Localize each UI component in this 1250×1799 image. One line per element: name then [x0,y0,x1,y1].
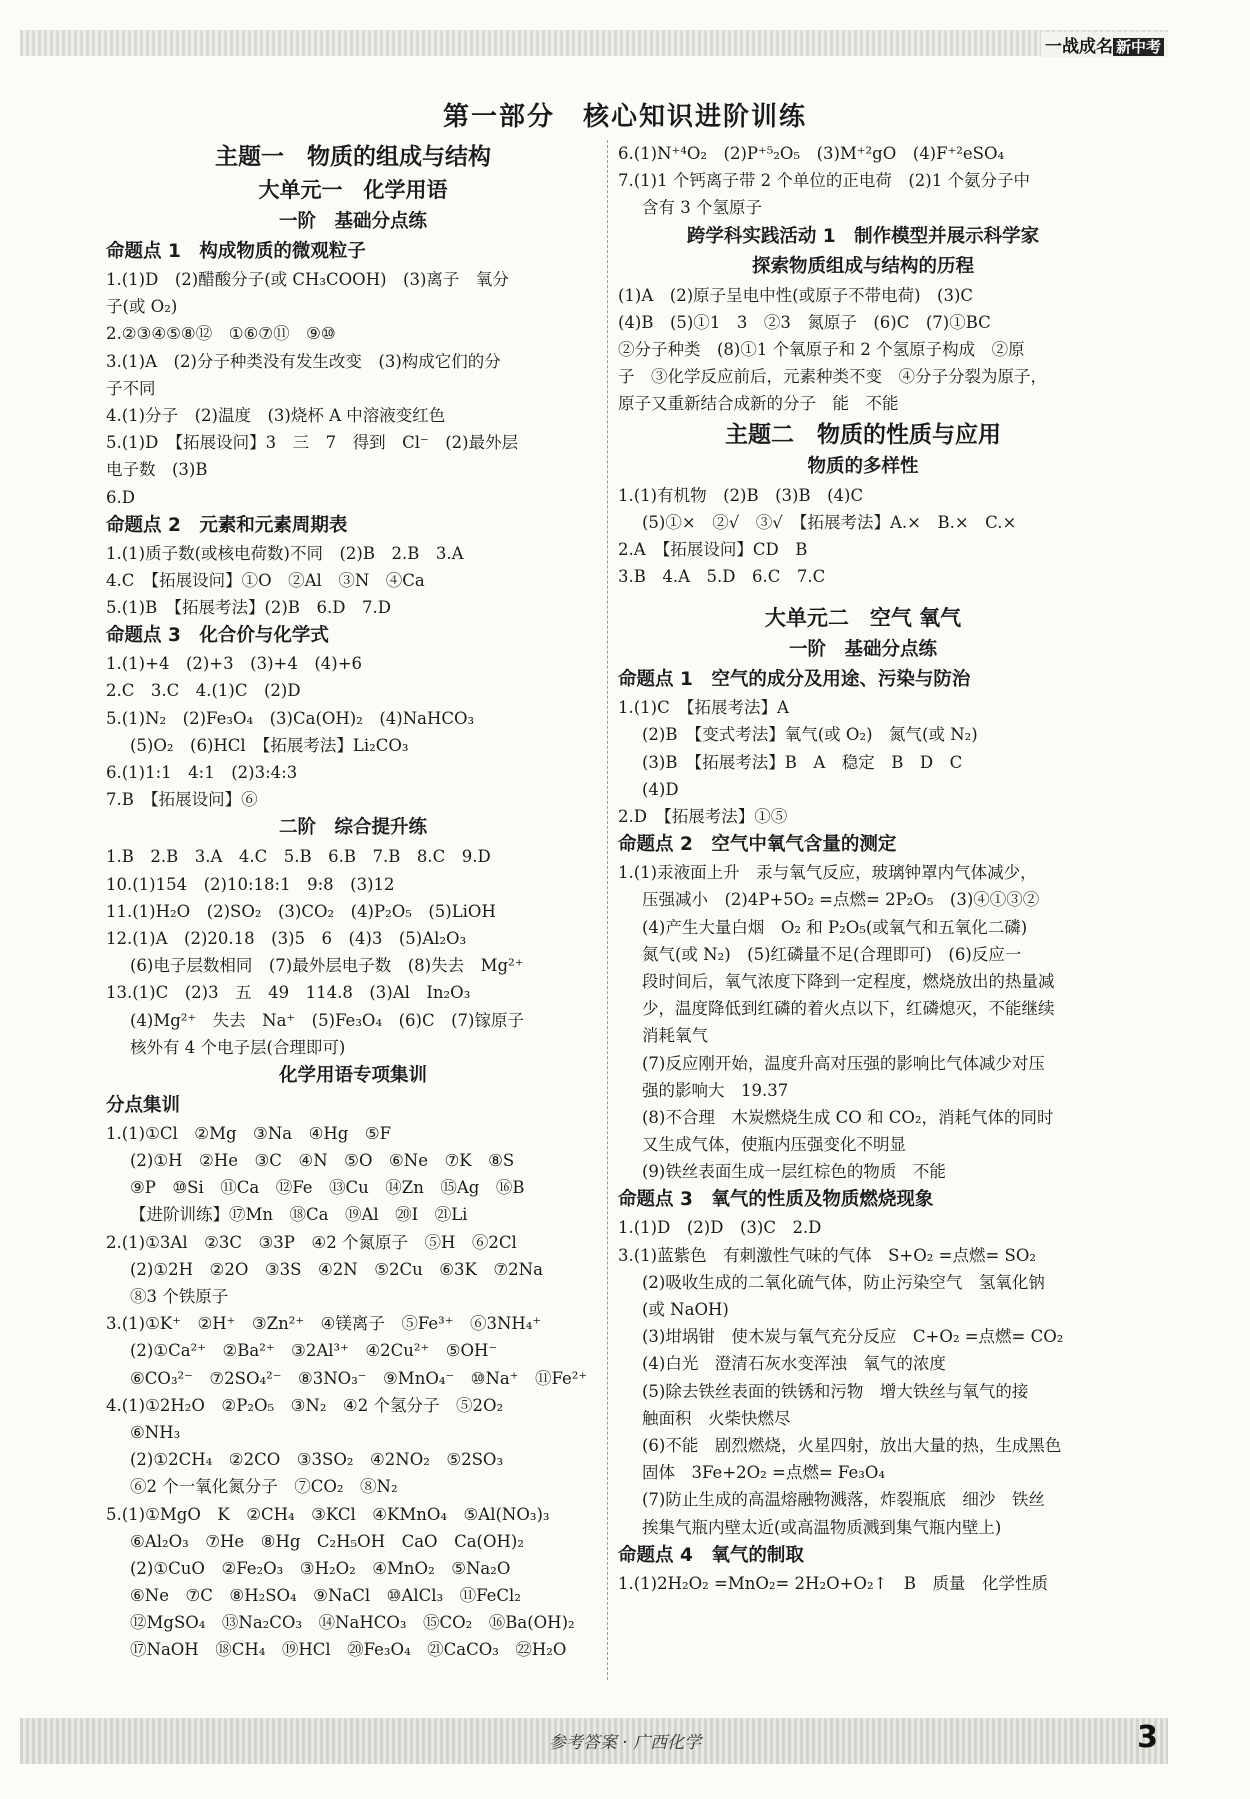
answer-line: (4)白光 澄清石灰水变浑浊 氧气的浓度 [642,1354,946,1374]
answer-line: (2)①Ca²⁺ ②Ba²⁺ ③2Al³⁺ ④2Cu²⁺ ⑤OH⁻ [130,1341,498,1361]
brand-name: 一战成名 [1044,37,1113,57]
answer-line: 消耗氧气 [642,1026,708,1046]
answer-line: (6)电子层数相同 (7)最外层电子数 (8)失去 Mg²⁺ [130,956,524,976]
answer-line: 1.(1)C 【拓展考法】A [618,698,789,718]
answer-line: 挨集气瓶内壁太近(或高温物质溅到集气瓶内壁上) [642,1517,1002,1537]
answer-line: 1.(1)质子数(或核电荷数)不同 (2)B 2.B 3.A [106,543,464,563]
subsection-heading: 命题点 2 空气中氧气含量的测定 [618,834,897,856]
answer-line: 1.(1)①Cl ②Mg ③Na ④Hg ⑤F [106,1123,392,1143]
answer-line: 1.(1)有机物 (2)B (3)B (4)C [618,485,864,505]
answer-line: 7.B 【拓展设问】⑥ [106,790,258,810]
answer-line: 电子数 (3)B [106,460,208,480]
answer-line: ⑨P ⑩Si ⑪Ca ⑫Fe ⑬Cu ⑭Zn ⑮Ag ⑯B [130,1178,525,1198]
answer-line: 2.C 3.C 4.(1)C (2)D [106,681,301,701]
answer-line: 少，温度降低到红磷的着火点以下，红磷熄灭，不能继续 [642,999,1055,1019]
answer-line: 6.(1)N⁺⁴O₂ (2)P⁺⁵₂O₅ (3)M⁺²gO (4)F⁺²eSO₄ [618,144,1005,163]
answer-line: 氮气(或 N₂) (5)红磷量不足(合理即可) (6)反应一 [642,944,1022,964]
subsection-heading: 分点集训 [106,1094,181,1116]
answer-line: 1.(1)D (2)D (3)C 2.D [618,1218,822,1238]
subsection-heading: 命题点 1 构成物质的微观粒子 [106,241,366,262]
section-heading: 探索物质组成与结构的历程 [751,255,974,277]
answer-line: ②分子种类 (8)①1 个氧原子和 2 个氢原子构成 ②原 [618,339,1025,359]
answer-line: 5.(1)B 【拓展考法】(2)B 6.D 7.D [106,598,391,618]
answer-line: 核外有 4 个电子层(合理即可) [130,1037,346,1057]
column-divider [607,140,608,1680]
answer-line: (2)①2H ②2O ③3S ④2N ⑤2Cu ⑥3K ⑦2Na [130,1259,543,1279]
answer-line: 子(或 O₂) [106,297,178,317]
answer-line: 2.(1)①3Al ②3C ③3P ④2 个氮原子 ⑤H ⑥2Cl [106,1232,517,1252]
answer-line: ⑧3 个铁原子 [130,1287,229,1306]
answer-line: ⑥CO₃²⁻ ⑦2SO₄²⁻ ⑧3NO₃⁻ ⑨MnO₄⁻ ⑩Na⁺ ⑪Fe²⁺ [130,1368,588,1388]
answer-line: ⑫MgSO₄ ⑬Na₂CO₃ ⑭NaHCO₃ ⑮CO₂ ⑯Ba(OH)₂ [130,1613,575,1633]
answer-line: (5)O₂ (6)HCl 【拓展考法】Li₂CO₃ [130,735,409,755]
answer-line: 子不同 [106,378,156,398]
section-heading: 物质的多样性 [807,455,919,477]
page-number: 3 [1137,1720,1158,1755]
answer-line: (5)①× ②√ ③√ 【拓展考法】A.× B.× C.× [642,512,1017,532]
section-heading: 一阶 基础分点练 [278,211,427,232]
unit-heading: 大单元二 空气 氧气 [764,606,962,631]
unit-heading: 大单元一 化学用语 [258,178,448,202]
answer-line: (2)吸收生成的二氧化硫气体，防止污染空气 氢氧化钠 [642,1272,1045,1292]
answer-line: 触面积 火柴快燃尽 [642,1408,791,1428]
answer-line: (3)B 【拓展考法】B A 稳定 B D C [642,752,963,772]
answer-line: 强的影响大 19.37 [642,1080,789,1100]
answer-line: 又生成气体，使瓶内压强变化不明显 [642,1135,906,1155]
subsection-heading: 命题点 3 化合价与化学式 [106,625,329,647]
answer-line: ⑥2 个一氧化氮分子 ⑦CO₂ ⑧N₂ [130,1477,398,1497]
answer-line: 3.(1)A (2)分子种类没有发生改变 (3)构成它们的分 [106,351,501,371]
footer-text: 参考答案 · 广西化学 [548,1733,702,1753]
answer-line: 10.(1)154 (2)10:18:1 9:8 (3)12 [106,874,395,894]
answer-line: ⑥Ne ⑦C ⑧H₂SO₄ ⑨NaCl ⑩AlCl₃ ⑪FeCl₂ [130,1586,521,1606]
answer-line: 4.(1)①2H₂O ②P₂O₅ ③N₂ ④2 个氢分子 ⑤2O₂ [106,1395,504,1415]
answer-line: 2.D 【拓展考法】①⑤ [618,807,788,826]
answer-line: 1.(1)D (2)醋酸分子(或 CH₃COOH) (3)离子 氧分 [106,270,509,289]
answer-line: (2)①CuO ②Fe₂O₃ ③H₂O₂ ④MnO₂ ⑤Na₂O [130,1558,511,1578]
answer-line: 【进阶训练】⑰Mn ⑱Ca ⑲Al ⑳I ㉑Li [130,1205,468,1225]
brand-tag: 新中考 [1113,38,1164,56]
answer-line: 子 ③化学反应前后，元素种类不变 ④分子分裂为原子， [618,367,1047,387]
answer-line: (8)不合理 木炭燃烧生成 CO 和 CO₂，消耗气体的同时 [642,1107,1054,1127]
answer-line: (4)B (5)①1 3 ②3 氮原子 (6)C (7)①BC [618,312,991,332]
answer-line: (2)①H ②He ③C ④N ⑤O ⑥Ne ⑦K ⑧S [130,1151,515,1171]
answer-line: 1.(1)2H₂O₂ =MnO₂= 2H₂O+O₂↑ B 质量 化学性质 [618,1573,1049,1593]
answer-line: (或 NaOH) [642,1300,729,1319]
answer-line: 2.②③④⑤⑧⑫ ①⑥⑦⑪ ⑨⑩ [106,324,336,344]
answer-line: 4.C 【拓展设问】①O ②Al ③N ④Ca [106,570,425,590]
subsection-heading: 命题点 2 元素和元素周期表 [106,514,348,536]
answer-line: ⑰NaOH ⑱CH₄ ⑲HCl ⑳Fe₃O₄ ㉑CaCO₃ ㉒H₂O [130,1640,567,1660]
answer-line: (2)B 【变式考法】氧气(或 O₂) 氮气(或 N₂) [642,725,978,745]
section-heading: 二阶 综合提升练 [278,817,427,839]
answer-line: 段时间后，氧气浓度下降到一定程度，燃烧放出的热量减 [642,971,1055,991]
page-title: 第一部分 核心知识进阶训练 [442,102,807,132]
topic-heading: 主题二 物质的性质与应用 [725,421,1001,448]
answer-line: (9)铁丝表面生成一层红棕色的物质 不能 [642,1162,946,1182]
subsection-heading: 命题点 3 氧气的性质及物质燃烧现象 [618,1189,934,1211]
section-heading: 化学用语专项集训 [278,1064,427,1086]
answer-line: 3.(1)①K⁺ ②H⁺ ③Zn²⁺ ④镁离子 ⑤Fe³⁺ ⑥3NH₄⁺ [106,1314,542,1334]
answer-line: (3)坩埚钳 使木炭与氧气充分反应 C+O₂ =点燃= CO₂ [642,1327,1064,1347]
answer-line: (2)①2CH₄ ②2CO ③3SO₂ ④2NO₂ ⑤2SO₃ [130,1450,504,1470]
answer-line: (1)A (2)原子呈电中性(或原子不带电荷) (3)C [618,285,974,305]
header-band [20,30,1168,56]
answer-line: 1.B 2.B 3.A 4.C 5.B 6.B 7.B 8.C 9.D [106,847,491,867]
section-heading: 跨学科实践活动 1 制作模型并展示科学家 [686,225,1040,247]
subsection-heading: 命题点 4 氧气的制取 [618,1544,804,1566]
answer-line: 1.(1)+4 (2)+3 (3)+4 (4)+6 [106,654,363,674]
answer-line: (5)除去铁丝表面的铁锈和污物 增大铁丝与氧气的接 [642,1381,1029,1401]
answer-line: 12.(1)A (2)20.18 (3)5 6 (4)3 (5)Al₂O₃ [106,928,467,948]
answer-line: 含有 3 个氢原子 [642,198,762,218]
section-heading: 一阶 基础分点练 [788,639,937,661]
answer-line: 11.(1)H₂O (2)SO₂ (3)CO₂ (4)P₂O₅ (5)LiOH [106,901,496,921]
topic-heading: 主题一 物质的组成与结构 [215,144,491,170]
answer-line: 5.(1)N₂ (2)Fe₃O₄ (3)Ca(OH)₂ (4)NaHCO₃ [106,708,475,728]
answer-line: (4)D [642,779,679,799]
answer-line: ⑥Al₂O₃ ⑦He ⑧Hg C₂H₅OH CaO Ca(OH)₂ [130,1531,524,1551]
answer-line: 5.(1)①MgO K ②CH₄ ③KCl ④KMnO₄ ⑤Al(NO₃)₃ [106,1504,550,1524]
answer-line: (4)产生大量白烟 O₂ 和 P₂O₅(或氧气和五氧化二磷) [642,917,1028,937]
left-column [106,140,600,1664]
answer-line: (6)不能 剧烈燃烧，火星四射，放出大量的热，生成黑色 [642,1435,1062,1455]
answer-line: 压强减小 (2)4P+5O₂ =点燃= 2P₂O₅ (3)④①③② [642,890,1040,910]
answer-line: 1.(1)汞液面上升 汞与氧气反应，玻璃钟罩内气体减少， [618,863,1037,883]
answer-line: 13.(1)C (2)3 五 49 114.8 (3)Al In₂O₃ [106,983,471,1003]
answer-line: (7)反应刚开始，温度升高对压强的影响比气体减少对压 [642,1053,1045,1073]
answer-line: ⑥NH₃ [130,1422,181,1442]
answer-line: 6.D [106,487,135,507]
answer-line: 7.(1)1 个钙离子带 2 个单位的正电荷 (2)1 个氨分子中 [618,171,1030,191]
spacer [618,590,1108,602]
answer-line: 3.B 4.A 5.D 6.C 7.C [618,567,826,587]
brand-logo [1041,32,1168,57]
answer-line: 5.(1)D 【拓展设问】3 三 7 得到 Cl⁻ (2)最外层 [106,433,519,453]
answer-line: 4.(1)分子 (2)温度 (3)烧杯 A 中溶液变红色 [106,405,446,425]
answer-line: (7)防止生成的高温熔融物溅落，炸裂瓶底 细沙 铁丝 [642,1490,1045,1510]
answer-line: 原子又重新结合成新的分子 能 不能 [618,394,899,414]
answer-line: 6.(1)1:1 4:1 (2)3:4:3 [106,763,298,782]
answer-line: 固体 3Fe+2O₂ =点燃= Fe₃O₄ [642,1463,885,1483]
right-column [618,140,1108,1597]
answer-line: 2.A 【拓展设问】CD B [618,539,808,559]
subsection-heading: 命题点 1 空气的成分及用途、污染与防治 [618,669,971,691]
answer-line: (4)Mg²⁺ 失去 Na⁺ (5)Fe₃O₄ (6)C (7)镓原子 [130,1010,524,1030]
answer-line: 3.(1)蓝紫色 有刺激性气味的气体 S+O₂ =点燃= SO₂ [618,1245,1036,1265]
